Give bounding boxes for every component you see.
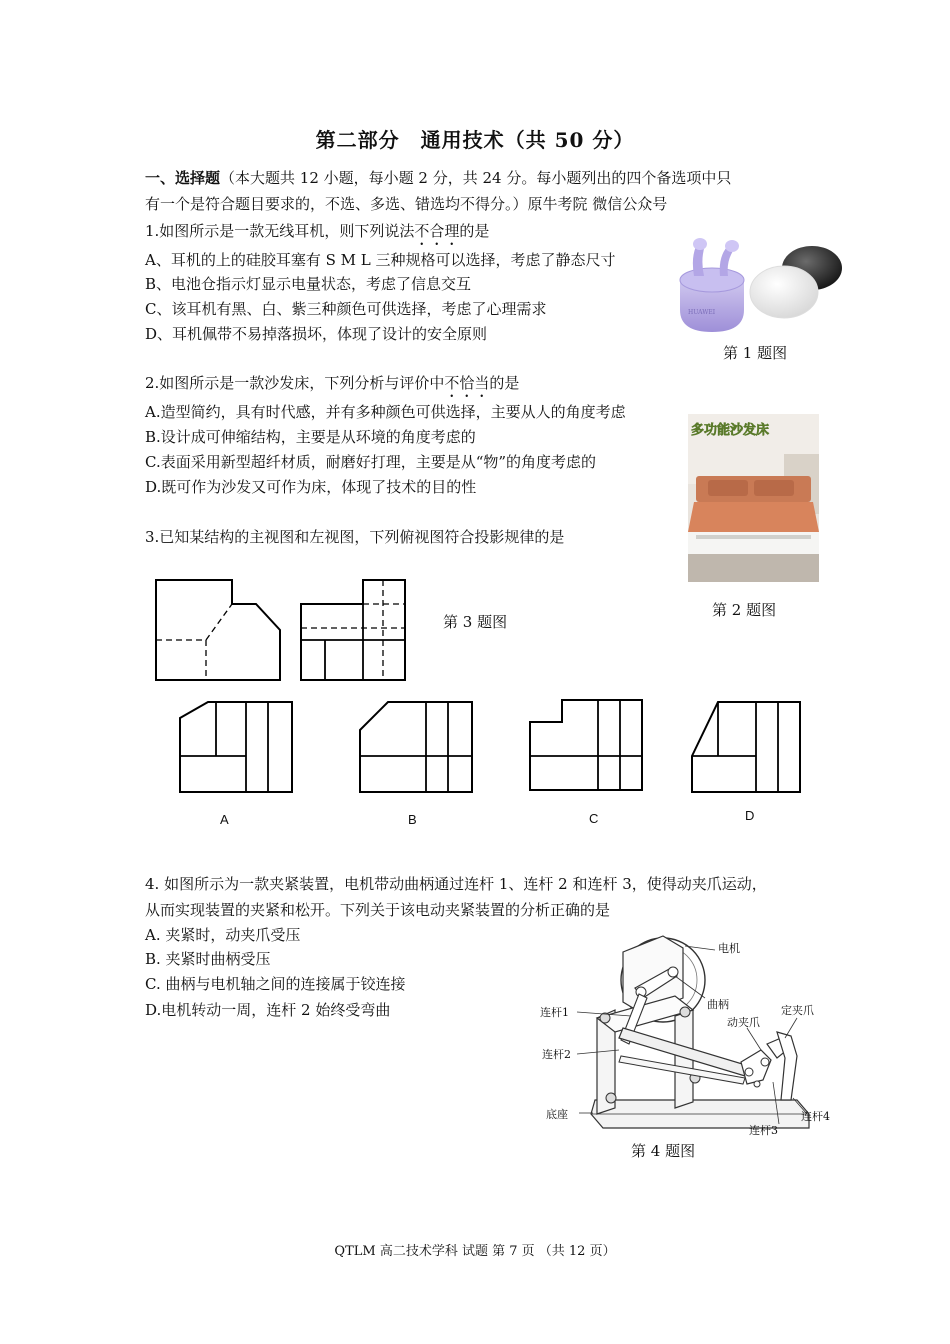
q4-label-crank: 曲柄 xyxy=(707,998,729,1011)
q2-stem-post: 的是 xyxy=(489,374,520,392)
q3-option-a-drawing[interactable] xyxy=(178,700,296,800)
q2-option-c[interactable]: C.表面采用新型超纤材质，耐磨好打理，主要是从“物”的角度考虑的 xyxy=(145,453,597,471)
q3-label-d[interactable]: D xyxy=(745,808,755,823)
q2-sofa-bed-image xyxy=(688,414,819,582)
q3-caption: 第 3 题图 xyxy=(443,613,508,631)
section-instr-line1: （本大题共 12 小题，每小题 2 分，共 24 分。每小题列出的四个备选项中只 xyxy=(220,169,732,187)
q4-label-link4: 连杆4 xyxy=(801,1110,830,1123)
q1-option-d[interactable]: D、耳机佩带不易掉落损坏，体现了设计的安全原则 xyxy=(145,325,488,343)
q2-option-b[interactable]: B.设计成可伸缩结构，主要是从环境的角度考虑的 xyxy=(145,428,476,446)
q4-label-link2: 连杆2 xyxy=(542,1048,571,1061)
q1-caption: 第 1 题图 xyxy=(723,344,788,362)
q1-stem-emphasis: 不合理 xyxy=(414,222,460,240)
q1-option-a[interactable]: A、耳机的上的硅胶耳塞有 S M L 三种规格可以选择，考虑了静态尺寸 xyxy=(145,251,616,269)
q1-earbuds-logo: HUAWEI xyxy=(688,309,716,316)
q2-photo-title: 多功能沙发床 xyxy=(691,423,770,438)
q1-option-b[interactable]: B、电池仓指示灯显示电量状态，考虑了信息交互 xyxy=(145,275,472,293)
q3-option-c-drawing[interactable] xyxy=(528,696,646,800)
q1-earbuds-image xyxy=(672,232,850,340)
q1-stem-pre: 1.如图所示是一款无线耳机，则下列说法 xyxy=(145,222,415,240)
q4-label-moving-jaw: 动夹爪 xyxy=(727,1016,760,1029)
q2-option-d[interactable]: D.既可作为沙发又可作为床，体现了技术的目的性 xyxy=(145,478,477,496)
q2-option-a[interactable]: A.造型简约，具有时代感，并有多种颜色可供选择，主要从人的角度考虑 xyxy=(145,403,626,421)
q2-stem xyxy=(145,371,519,401)
page-footer: QTLM 高二技术学科 试题 第 7 页 （共 12 页） xyxy=(334,1244,616,1259)
q4-option-c[interactable]: C. 曲柄与电机轴之间的连接属于铰连接 xyxy=(145,975,406,993)
q2-stem-pre: 2.如图所示是一款沙发床，下列分析与评价中 xyxy=(145,374,445,392)
q4-option-d[interactable]: D.电机转动一周，连杆 2 始终受弯曲 xyxy=(145,1001,391,1019)
q2-caption: 第 2 题图 xyxy=(712,601,777,619)
page-title: 第二部分 通用技术（共 50 分） xyxy=(315,128,635,152)
q4-stem-line1: 4. 如图所示为一款夹紧装置，电机带动曲柄通过连杆 1、连杆 2 和连杆 3，使得动夹爪运动， xyxy=(145,875,767,893)
q3-option-d-drawing[interactable] xyxy=(690,700,804,800)
q4-label-link3: 连杆3 xyxy=(749,1124,778,1137)
q4-label-motor: 电机 xyxy=(718,942,740,955)
q4-label-link1: 连杆1 xyxy=(540,1006,569,1019)
q2-stem-emphasis: 不恰当 xyxy=(444,374,490,392)
q3-option-b-drawing[interactable] xyxy=(358,700,476,800)
q1-option-c[interactable]: C、该耳机有黑、白、紫三种颜色可供选择，考虑了心理需求 xyxy=(145,300,547,318)
section-instructions xyxy=(145,166,731,190)
q3-label-a[interactable]: A xyxy=(220,812,229,827)
q3-stem: 3.已知某结构的主视图和左视图，下列俯视图符合投影规律的是 xyxy=(145,528,565,546)
q4-option-a[interactable]: A. 夹紧时，动夹爪受压 xyxy=(145,926,301,944)
q4-label-fixed-jaw: 定夹爪 xyxy=(781,1004,814,1017)
q4-stem-line2: 从而实现装置的夹紧和松开。下列关于该电动夹紧装置的分析正确的是 xyxy=(145,901,611,919)
q4-option-b[interactable]: B. 夹紧时曲柄受压 xyxy=(145,950,271,968)
section-instr-line2: 有一个是符合题目要求的，不选、多选、错选均不得分。）原牛考院 微信公众号 xyxy=(145,195,668,213)
q4-caption: 第 4 题图 xyxy=(631,1142,696,1160)
q3-left-view xyxy=(299,578,409,688)
q4-label-base: 底座 xyxy=(546,1108,568,1121)
q1-stem-post: 的是 xyxy=(459,222,490,240)
q1-stem xyxy=(145,219,489,249)
q4-clamp-diagram xyxy=(535,932,840,1141)
q3-label-c[interactable]: C xyxy=(589,811,599,826)
q3-front-view xyxy=(154,578,284,688)
section-heading: 一、选择题 xyxy=(145,169,221,187)
q3-label-b[interactable]: B xyxy=(408,812,417,827)
